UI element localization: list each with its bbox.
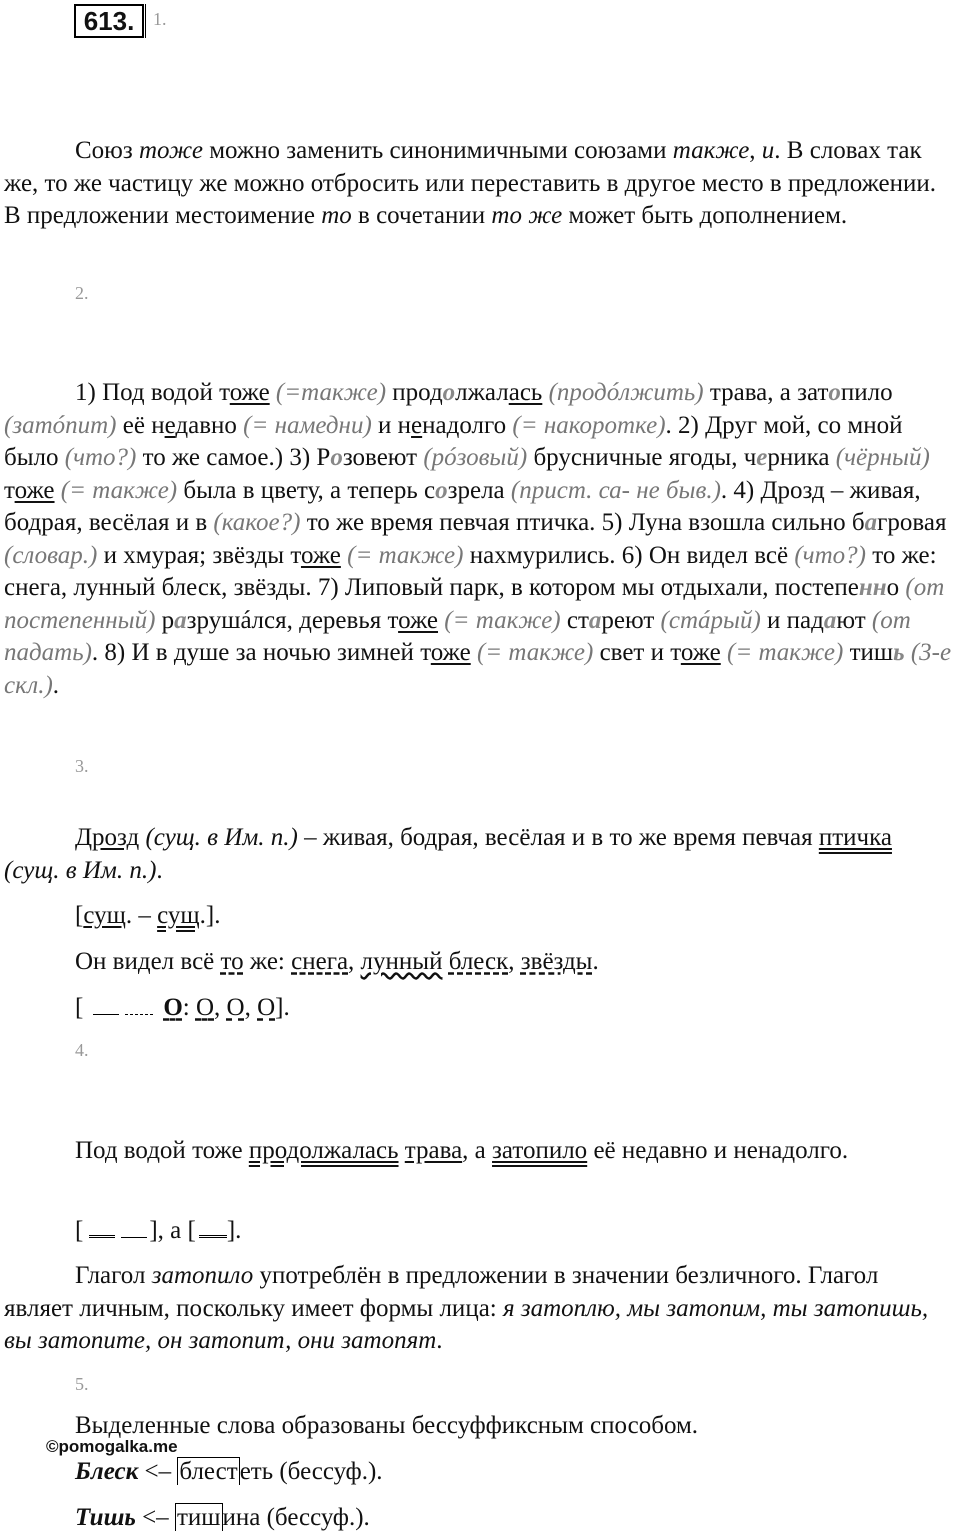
text: Союз: [75, 137, 139, 164]
note: (от падать): [4, 606, 911, 666]
italic-word: тоже: [138, 137, 203, 164]
derived-word: Тишь: [75, 1504, 136, 1531]
object: снега: [291, 948, 349, 975]
t: .: [592, 948, 599, 975]
t: .: [436, 1327, 443, 1354]
t: лжал: [455, 379, 509, 406]
object: блеск: [448, 948, 509, 975]
t: <–: [138, 1458, 178, 1485]
derivation-1: [75, 1456, 383, 1488]
t: зрела: [447, 476, 511, 504]
t: .: [156, 856, 163, 884]
homogeneous: О: [195, 994, 215, 1021]
vowel: о: [828, 379, 841, 406]
t: .: [52, 671, 60, 699]
t: . 8) И в душе за ночью зимней т: [91, 639, 431, 666]
scheme-2: [75, 992, 290, 1024]
root: оже: [398, 606, 439, 634]
predicate: птичка: [818, 824, 892, 851]
text: в сочетании: [351, 202, 492, 229]
t: ,: [214, 994, 227, 1021]
vowel: е: [756, 444, 768, 471]
italic-word: затопило: [151, 1262, 254, 1289]
note: (= также): [60, 476, 178, 504]
t: и н: [371, 411, 412, 439]
t: еть (бессуф.).: [239, 1458, 383, 1485]
note: (словар.): [4, 541, 98, 569]
note: (чёрный): [835, 444, 930, 471]
prefix: е: [164, 411, 176, 439]
note: (какое?): [213, 509, 301, 536]
italic-word: то: [321, 202, 352, 229]
subject-slot: [93, 1014, 119, 1015]
task-2-label: 2.: [75, 283, 89, 303]
object: то: [220, 948, 244, 975]
scheme-3: [75, 1215, 241, 1247]
suffix: нн: [858, 574, 887, 601]
task-4-explanation: [4, 1260, 952, 1358]
t: ина (бессуф.).: [222, 1504, 370, 1531]
object: звёзды: [520, 948, 593, 975]
task-4-label: 4.: [75, 1040, 89, 1060]
t: пило: [840, 379, 893, 406]
verb-forms: я затоплю, мы затопим, ты затопишь, вы затопите, он затопит, они затопят: [4, 1294, 929, 1354]
italic-word: также: [672, 137, 750, 164]
italic-word: то же: [491, 202, 563, 229]
vowel: о: [442, 379, 456, 406]
t: ].: [275, 994, 290, 1021]
task-3-label: 3.: [75, 756, 89, 776]
vowel: а: [588, 606, 602, 634]
t: Глагол: [75, 1262, 152, 1289]
t: ], а [: [149, 1217, 196, 1244]
task-2-text: [4, 377, 952, 702]
text: ,: [749, 137, 762, 164]
vowel: а: [864, 509, 878, 536]
t: её недавно и ненадолго.: [587, 1137, 849, 1164]
t: [: [75, 1217, 84, 1244]
t: . 2) Друг мой, со мной было: [4, 411, 903, 471]
t: [: [75, 902, 84, 929]
root: оже: [430, 639, 471, 666]
derivation-2: [75, 1502, 370, 1534]
note: (= намедни): [243, 411, 372, 439]
task-4-text: [4, 1135, 952, 1168]
note: (продóлжить): [548, 379, 704, 406]
t: ,: [244, 994, 258, 1021]
t: рника: [767, 444, 836, 471]
note: (что?): [64, 444, 137, 471]
t: р: [155, 606, 175, 634]
t: то же самое.) 3) Р: [136, 444, 331, 471]
note: (сущ. в Им. п.): [4, 856, 157, 884]
exercise-number-text: 613.: [83, 6, 135, 36]
t: :: [182, 994, 196, 1021]
prefix: е: [411, 411, 423, 439]
t: 1) Под водой т: [75, 379, 230, 406]
predicate-slot: [125, 1014, 153, 1015]
t: её н: [116, 411, 165, 439]
note: (3-е скл.): [4, 639, 952, 699]
t: надолго: [422, 411, 513, 439]
root-marked: тиш: [176, 1504, 221, 1531]
t: ,: [348, 948, 361, 975]
note: (= также): [347, 541, 464, 569]
task-1-label: 1.: [153, 9, 167, 29]
note: (от постепенный): [4, 574, 945, 634]
t: нахмурились. 6) Он видел всё: [463, 541, 795, 569]
t: Он видел всё: [75, 948, 221, 975]
note: (= накоротке): [512, 411, 666, 439]
ending: ась: [508, 379, 543, 406]
sentence-2: [75, 946, 599, 978]
predicate: сущ: [157, 902, 200, 929]
t: употреблён в предложении в значении безличного. Глагол являет личным, поскольку имеет формы лица:: [4, 1262, 879, 1322]
task-3-text: [4, 822, 952, 887]
t: гровая: [877, 509, 947, 536]
task-1-text: [4, 135, 952, 233]
t: была в цвету, а теперь с: [177, 476, 436, 504]
note: (= также): [727, 639, 844, 666]
t: и хмурая; звёзды т: [97, 541, 301, 569]
subject-slot: [121, 1237, 147, 1238]
t: то же: снега, лунный блеск, звёзды. 7) Липовый парк, в котором мы отдыхали, постепе: [4, 541, 937, 601]
t: реют: [601, 606, 661, 634]
vowel: о: [435, 476, 448, 504]
homogeneous: О: [257, 994, 276, 1021]
derived-word: Блеск: [75, 1458, 139, 1485]
t: ,: [508, 948, 521, 975]
t: трава, а зат: [703, 379, 829, 406]
t: – живая, бодрая, весёлая и в то же время певчая: [297, 824, 819, 851]
homogeneous: О: [226, 994, 245, 1021]
root: оже: [680, 639, 721, 666]
t: . 4) Дрозд – живая, бодрая, весёлая и в: [4, 476, 921, 536]
root: оже: [229, 379, 270, 406]
attribute: лунный: [360, 948, 443, 975]
vowel: о: [330, 444, 343, 471]
text: . В словах так же, то же частицу же можно отбросить или переставить в другое место в предложении. В предложении местоимение: [4, 137, 937, 229]
subject: сущ: [83, 902, 126, 929]
t: давно: [175, 411, 244, 439]
t: то же время певчая птичка. 5) Луна взошла сильно б: [300, 509, 865, 536]
note: (= также): [444, 606, 561, 634]
root-marked: блест: [179, 1458, 238, 1485]
exercise-number: [74, 4, 144, 38]
task-5-text: Выделенные слова образованы бессуффиксным способом.: [75, 1412, 699, 1439]
generalizing-word: О: [163, 994, 183, 1021]
note: (что?): [794, 541, 866, 569]
t: тиш: [843, 639, 894, 666]
t: т: [4, 476, 15, 504]
t: , а: [462, 1137, 493, 1164]
root: оже: [14, 476, 55, 504]
predicate: продолжалась: [248, 1137, 399, 1164]
note: (стáрый): [660, 606, 761, 634]
soft-sign: ь: [893, 639, 905, 666]
note: (сущ. в Им. п.): [145, 824, 298, 851]
predicate: затопило: [492, 1137, 588, 1164]
t: свет и т: [593, 639, 681, 666]
subject: трава: [404, 1137, 463, 1164]
predicate-slot: [199, 1235, 227, 1238]
vowel: а: [174, 606, 187, 634]
t: . –: [125, 902, 158, 929]
note: (прист. са- не быв.): [510, 476, 721, 504]
t: же:: [243, 948, 292, 975]
note: (рóзовый): [423, 444, 528, 471]
vowel: а: [823, 606, 837, 634]
t: .].: [199, 902, 221, 929]
note: (=также): [275, 379, 387, 406]
t: прод: [386, 379, 443, 406]
t: [: [75, 994, 84, 1021]
subject: Дрозд: [75, 824, 140, 851]
note: (затóпит): [4, 411, 117, 439]
t: зрушáлся, деревья т: [186, 606, 399, 634]
scheme-1: [75, 900, 220, 932]
text: может быть дополнением.: [562, 202, 848, 229]
t: зовеют: [342, 444, 424, 471]
t: брусничные ягоды, ч: [527, 444, 757, 471]
t: Под водой тоже: [75, 1137, 249, 1164]
t: ст: [560, 606, 589, 634]
t: о: [886, 574, 906, 601]
root: оже: [300, 541, 341, 569]
italic-word: и: [761, 137, 775, 164]
t: <–: [135, 1504, 175, 1531]
note: (= также): [476, 639, 594, 666]
t: ].: [226, 1217, 242, 1244]
predicate-slot: [89, 1235, 115, 1238]
text: можно заменить синонимичными союзами: [202, 137, 673, 164]
watermark: ©pomogalka.me: [46, 1437, 178, 1456]
t: и пад: [760, 606, 824, 634]
task-5-label: 5.: [75, 1374, 89, 1394]
t: ют: [836, 606, 872, 634]
